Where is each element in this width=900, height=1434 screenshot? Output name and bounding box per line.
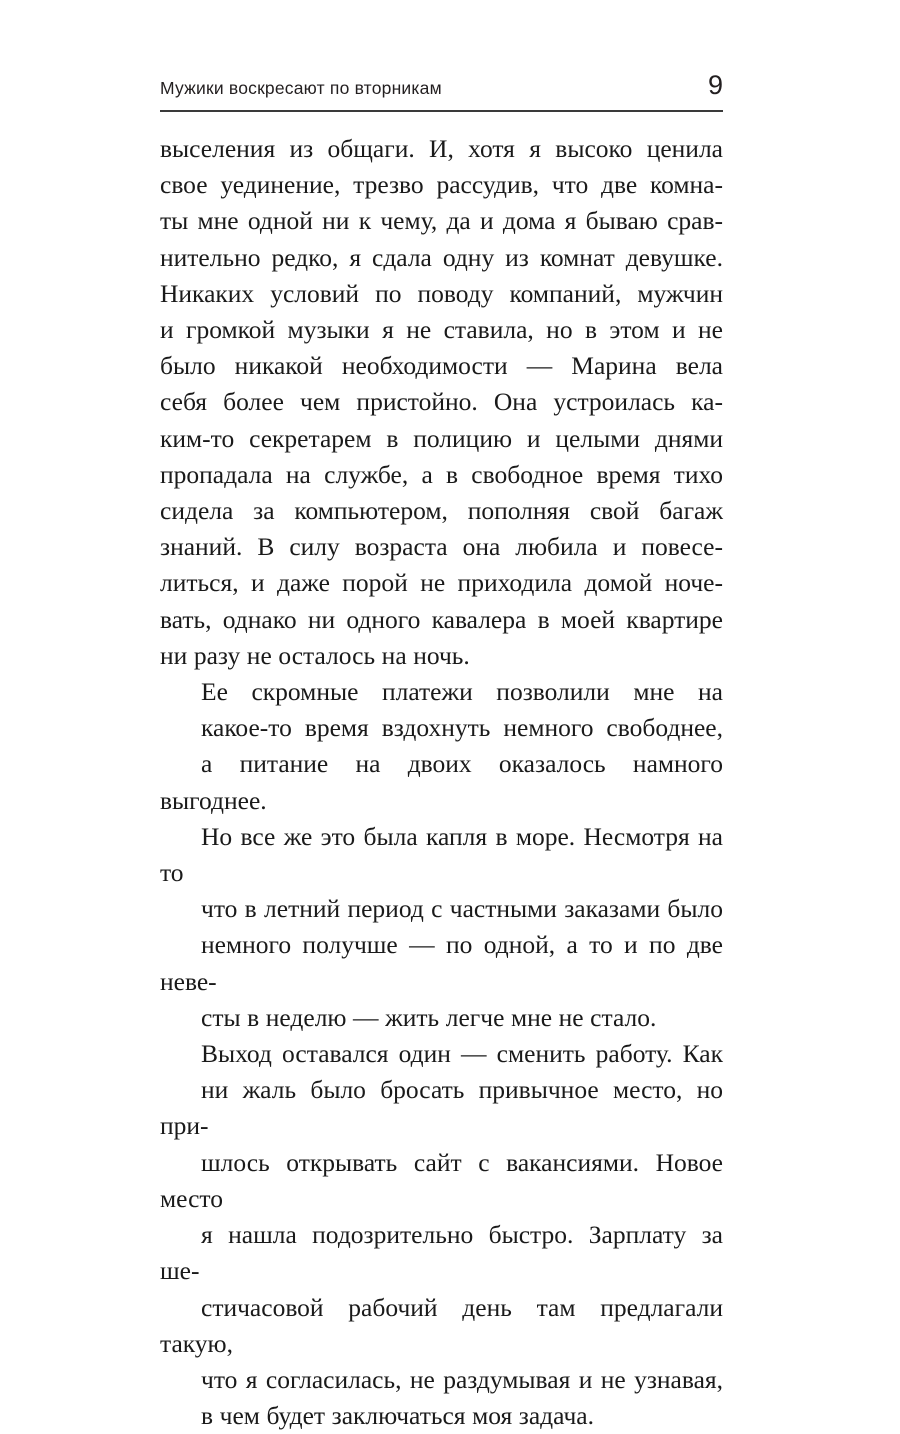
text-line: Выход оставался один — сменить работу. Как <box>201 1039 723 1069</box>
text-line: нительно редко, я сдала одну из комнат девушке. <box>160 242 723 272</box>
text-line: Ее скромные платежи позволили мне на <box>201 677 723 707</box>
text-line: вать, однако ни одного кавалера в моей квартире <box>160 604 723 634</box>
running-head-title: Мужики воскресают по вторникам <box>160 78 442 98</box>
text-line: я нашла подозрительно быстро. Зарплату за ше- <box>160 1220 723 1286</box>
text-line: что в летний период с частными заказами было <box>201 894 723 924</box>
text-line: какое-то время вздохнуть немного свободнее, <box>201 713 723 743</box>
text-line: Никаких условий по поводу компаний, мужчин <box>160 278 723 308</box>
text-line: в чем будет заключаться моя задача. <box>201 1401 594 1431</box>
header-divider <box>160 110 723 112</box>
text-line: себя более чем пристойно. Она устроилась ка- <box>160 387 723 417</box>
body-text-column <box>160 131 723 1434</box>
text-line: сты в неделю — жить легче мне не стало. <box>201 1002 657 1032</box>
text-line: что я согласилась, не раздумывая и не узнавая, <box>201 1364 723 1394</box>
text-line: Но все же это была капля в море. Несмотря на то <box>160 821 723 888</box>
text-line: литься, и даже порой не приходила домой ноче- <box>160 568 723 598</box>
text-line: а питание на двоих оказалось намного выгоднее. <box>160 749 723 815</box>
text-line: сидела за компьютером, пополняя свой багаж <box>160 496 723 526</box>
paragraph <box>160 1036 723 1434</box>
text-line: немного получше — по одной, а то и по две неве- <box>160 930 723 996</box>
text-line: знаний. В силу возраста она любила и повесе- <box>160 532 723 562</box>
text-line: выселения из общаги. И, хотя я высоко ценила <box>160 134 723 163</box>
text-line: стичасовой рабочий день там предлагали такую, <box>160 1292 723 1358</box>
text-line: и громкой музыки я не ставила, но в этом и не <box>160 315 723 345</box>
page-number: 9 <box>707 70 723 100</box>
text-line: ким-то секретарем в полицию и целыми днями <box>160 423 723 453</box>
text-line: ты мне одной ни к чему, да и дома я бываю срав- <box>160 206 723 236</box>
paragraph <box>160 674 723 1036</box>
running-head <box>160 72 723 99</box>
text-line: пропадала на службе, а в свободное время тихо <box>160 459 723 489</box>
text-line: свое уединение, трезво рассудив, что две комна- <box>160 170 723 200</box>
text-line: было никакой необходимости — Марина вела <box>160 351 723 381</box>
text-line: ни разу не осталось на ночь. <box>160 640 470 670</box>
text-line: шлось открывать сайт с вакансиями. Новое место <box>160 1147 723 1213</box>
paragraph <box>160 131 723 674</box>
text-line: ни жаль было бросать привычное место, но при- <box>160 1075 723 1141</box>
